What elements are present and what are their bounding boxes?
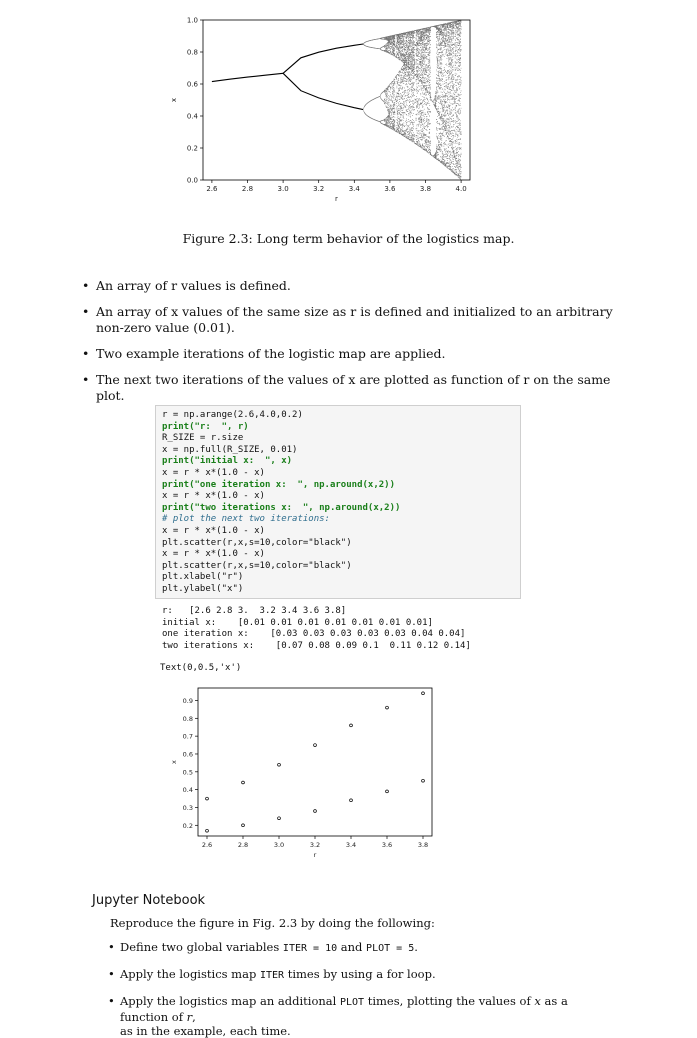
task-text: ,: [192, 1010, 196, 1024]
section-title: Jupyter Notebook: [92, 893, 206, 908]
figure-caption: Figure 2.3: Long term behavior of the logistics map.: [182, 231, 515, 246]
data-point: [422, 692, 425, 695]
branch-line-0: [212, 73, 283, 81]
task-text: .: [414, 940, 418, 954]
task-text: and: [337, 940, 367, 954]
y-tick-label: 0.9: [182, 696, 193, 705]
scatter-chart: [168, 684, 440, 864]
code-line: print("one iteration x: ", np.around(x,2)): [162, 479, 395, 490]
y-tick-label: 0.2: [182, 821, 193, 830]
y-tick-label: 0.0: [186, 176, 198, 185]
x-tick-label: 2.6: [206, 185, 218, 193]
branch-line-1: [283, 44, 363, 73]
y-tick-label: 0.3: [182, 803, 193, 812]
task-text: Apply the logistics map an additional: [120, 994, 340, 1008]
code-line: plt.scatter(r,x,s=10,color="black"): [162, 537, 352, 548]
x-tick-label: 3.2: [313, 185, 325, 193]
task-text: Define two global variables: [120, 940, 283, 954]
x-tick-label: 3.4: [345, 841, 357, 849]
y-tick-label: 0.4: [186, 112, 198, 121]
x-tick-label: 2.6: [201, 841, 213, 849]
x-tick-label: 4.0: [455, 185, 467, 193]
code-output: [162, 606, 471, 652]
output-line: initial x: [0.01 0.01 0.01 0.01 0.01 0.01 0.01]: [162, 617, 433, 628]
data-point: [350, 724, 353, 727]
task-text: Apply the logistics map: [120, 967, 260, 981]
code-line: print("two iterations x: ", np.around(x,2)): [162, 502, 401, 513]
data-point: [386, 790, 389, 793]
x-tick-label: 3.2: [309, 841, 321, 849]
y-tick-label: 0.8: [182, 714, 193, 723]
data-point: [314, 810, 317, 813]
y-tick-label: 0.6: [182, 750, 193, 759]
code-inline: ITER = 10: [282, 943, 338, 954]
list-item: • The next two iterations of the values of x are plotted as function of r on the same plot.: [82, 372, 642, 404]
x-tick-label: 3.8: [419, 185, 432, 193]
data-point: [242, 781, 245, 784]
list-item: • Two example iterations of the logistic map are applied.: [82, 346, 642, 362]
code-inline: PLOT: [339, 997, 365, 1008]
code-cell[interactable]: [155, 405, 521, 599]
branch-line-2: [283, 73, 363, 109]
data-point: [422, 779, 425, 782]
x-tick-label: 2.8: [241, 185, 254, 193]
plot-frame: [198, 688, 432, 836]
y-tick-label: 0.5: [182, 768, 193, 777]
y-tick-label: 0.8: [186, 48, 198, 57]
data-point: [314, 744, 317, 747]
math-x: x: [534, 994, 541, 1008]
x-axis-label: r: [335, 195, 338, 203]
list-item: [108, 940, 608, 956]
chaos-points: [363, 20, 461, 179]
code-line: print("initial x: ", x): [162, 456, 293, 467]
x-axis-label: r: [313, 851, 317, 859]
instructions-intro: Reproduce the figure in Fig. 2.3 by doing the following:: [110, 916, 435, 930]
task-text: as in the example, each time.: [120, 1024, 291, 1038]
y-tick-label: 0.4: [182, 786, 193, 795]
code-line: x = r * x*(1.0 - x): [162, 525, 265, 536]
list-item: • An array of r values is defined.: [82, 278, 642, 294]
code-line: x = r * x*(1.0 - x): [162, 491, 265, 502]
y-tick-label: 0.2: [186, 144, 198, 153]
list-item: [108, 994, 608, 1038]
data-point: [242, 824, 245, 827]
code-inline: PLOT = 5: [366, 943, 415, 954]
x-tick-label: 2.8: [237, 841, 249, 849]
task-text: times, plotting the values of: [364, 994, 535, 1008]
data-point: [278, 817, 281, 820]
y-tick-label: 1.0: [186, 16, 198, 25]
code-line: R_SIZE = r.size: [162, 433, 244, 444]
x-tick-label: 3.6: [381, 841, 393, 849]
output-line: one iteration x: [0.03 0.03 0.03 0.03 0.03 0.04 0.04]: [162, 629, 466, 640]
x-tick-label: 3.0: [277, 185, 289, 193]
code-line: x = np.full(R_SIZE, 0.01): [162, 444, 298, 455]
x-tick-label: 3.4: [348, 185, 360, 193]
math-r: r: [186, 1010, 193, 1024]
x-tick-label: 3.6: [384, 185, 396, 193]
description-list: [82, 278, 642, 404]
code-line: x = r * x*(1.0 - x): [162, 549, 265, 560]
chaotic-region: [363, 20, 461, 179]
x-tick-label: 3.0: [273, 841, 285, 849]
bifurcation-chart: [160, 10, 480, 215]
code-line: plt.scatter(r,x,s=10,color="black"): [162, 560, 352, 571]
task-text: times by using a for loop.: [284, 967, 436, 981]
code-line: print("r: ", r): [162, 421, 249, 432]
y-tick-label: 0.7: [182, 732, 193, 741]
code-line: plt.xlabel("r"): [162, 572, 244, 583]
y-tick-label: 0.6: [186, 80, 198, 89]
code-line: plt.ylabel("x"): [162, 583, 244, 594]
data-point: [206, 797, 209, 800]
y-axis-label: x: [170, 97, 178, 103]
plot-frame: [203, 20, 470, 180]
data-point: [386, 706, 389, 709]
task-list: [108, 940, 608, 1038]
code-line: r = np.arange(2.6,4.0,0.2): [162, 410, 303, 420]
data-point: [350, 799, 353, 802]
data-point: [278, 763, 281, 766]
task-text: as a function of: [120, 994, 568, 1024]
code-comment: # plot the next two iterations:: [162, 514, 330, 525]
data-point: [206, 829, 209, 832]
code-inline: ITER: [259, 970, 285, 981]
output-line: r: [2.6 2.8 3. 3.2 3.4 3.6 3.8]: [162, 606, 347, 616]
list-item: • An array of x values of the same size as r is defined and initialized to an arbitrary non-zero value (0.01).: [82, 304, 642, 336]
output-line: two iterations x: [0.07 0.08 0.09 0.1 0.11 0.12 0.14]: [162, 640, 471, 651]
list-item: [108, 967, 608, 983]
y-axis-label: x: [170, 760, 178, 764]
code-line: x = r * x*(1.0 - x): [162, 467, 265, 478]
x-tick-label: 3.8: [417, 841, 429, 849]
output-result: Text(0,0.5,'x'): [160, 663, 242, 673]
